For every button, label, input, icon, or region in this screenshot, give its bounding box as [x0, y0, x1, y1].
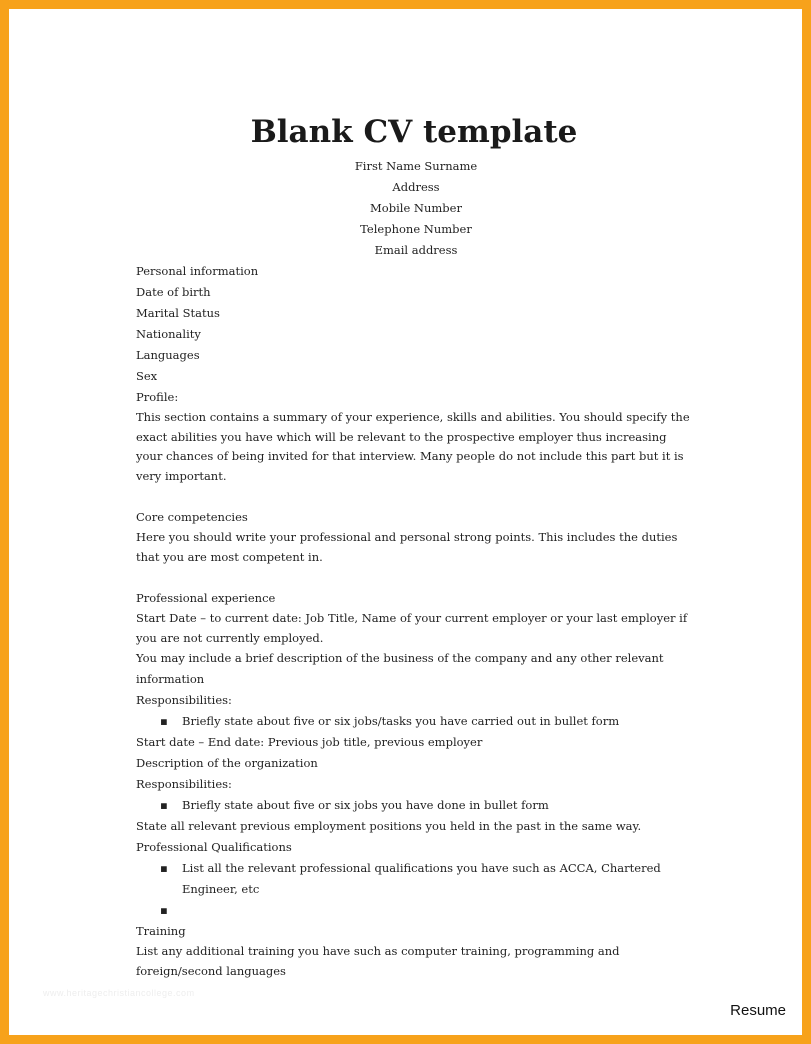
qualifications-heading: Professional Qualifications [136, 840, 292, 854]
job2-description: Description of the organization [136, 756, 318, 770]
job2-line: Start date – End date: Previous job title, previous employer [136, 735, 483, 749]
job1-line: Start Date – to current date: Job Title, Name of your current employer or your last employer if you are not currently employed. [136, 611, 688, 645]
spacer [136, 486, 696, 507]
field-languages: Languages [136, 348, 200, 362]
training-heading: Training [136, 924, 186, 938]
list-item [136, 795, 696, 816]
cv-document [136, 109, 696, 981]
list-item [136, 900, 696, 921]
contact-telephone: Telephone Number [360, 222, 472, 236]
faint-watermark: www.heritagechristiancollege.com [43, 988, 195, 998]
field-date-of-birth: Date of birth [136, 285, 211, 299]
contact-mobile: Mobile Number [370, 201, 462, 215]
contact-name: First Name Surname [354, 159, 478, 173]
list-item-text: Briefly state about five or six jobs/tasks you have carried out in bullet form [182, 714, 620, 728]
resume-watermark: Resume [730, 1002, 786, 1019]
core-text: Here you should write your professional and personal strong points. This includes the duties that you are most competent in. [136, 530, 678, 564]
list-item [136, 858, 696, 900]
core-heading: Core competencies [136, 510, 248, 524]
field-nationality: Nationality [136, 327, 201, 341]
contact-email: Email address [374, 243, 458, 257]
responsibilities-label: Responsibilities: [136, 693, 232, 707]
profile-text: This section contains a summary of your experience, skills and abilities. You should specify the exact abilities you have which will be relevant to the prospective employer thus increasing your chances of being invited for that interview. Many people do not include this part but it is very important. [136, 410, 690, 483]
bullet-icon: ▪ [160, 861, 168, 875]
experience-closing: State all relevant previous employment positions you held in the past in the same way. [136, 819, 642, 833]
bullet-icon: ▪ [160, 903, 168, 917]
bullet-icon: ▪ [160, 714, 168, 728]
experience-heading: Professional experience [136, 591, 276, 605]
page-title: Blank CV template [250, 114, 578, 150]
spacer [136, 567, 696, 588]
field-marital-status: Marital Status [136, 306, 220, 320]
contact-address: Address [392, 180, 440, 194]
job1-description: You may include a brief description of the business of the company and any other relevant information [136, 651, 664, 686]
training-text: List any additional training you have such as computer training, programming and foreign/second languages [136, 944, 620, 978]
profile-heading: Profile: [136, 390, 179, 404]
responsibilities-label: Responsibilities: [136, 777, 232, 791]
personal-heading: Personal information [136, 264, 259, 278]
list-item-text: List all the relevant professional qualifications you have such as ACCA, Chartered Engineer, etc [182, 861, 661, 896]
field-sex: Sex [136, 369, 158, 383]
list-item [136, 711, 696, 732]
list-item-text: Briefly state about five or six jobs you have done in bullet form [182, 798, 549, 812]
bullet-icon: ▪ [160, 798, 168, 812]
